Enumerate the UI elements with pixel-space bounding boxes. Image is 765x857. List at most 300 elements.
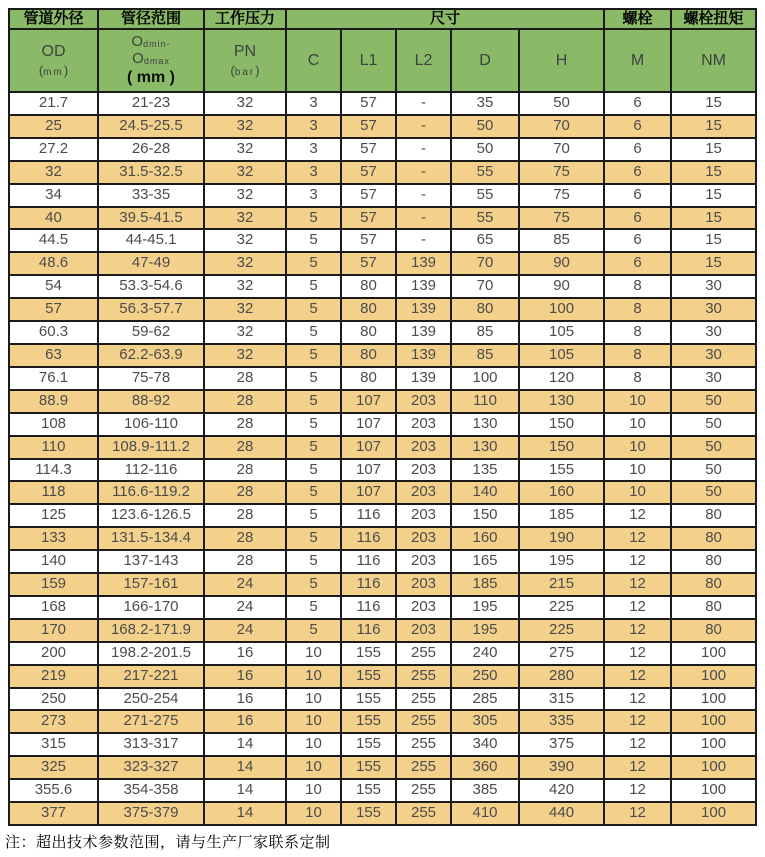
table-cell: 21-23: [98, 92, 204, 115]
table-cell: 50: [671, 481, 756, 504]
table-cell: 16: [204, 710, 286, 733]
table-cell: 139: [396, 321, 451, 344]
header-bolt-torque: 螺栓扭矩: [671, 9, 756, 29]
table-cell: 10: [604, 390, 671, 413]
table-cell: 155: [341, 642, 396, 665]
table-cell: 32: [204, 229, 286, 252]
range-min: $O_{dmin-}$: [131, 33, 171, 50]
table-cell: 5: [286, 344, 341, 367]
table-cell: 385: [451, 779, 519, 802]
table-cell: 410: [451, 802, 519, 825]
table-cell: 15: [671, 184, 756, 207]
table-row: [9, 596, 756, 619]
table-cell: -: [396, 207, 451, 230]
table-row: [9, 115, 756, 138]
table-row: [9, 229, 756, 252]
table-cell: 5: [286, 459, 341, 482]
table-cell: 185: [519, 504, 604, 527]
subheader-pn: [204, 29, 286, 92]
table-cell: 166-170: [98, 596, 204, 619]
table-cell: 217-221: [98, 665, 204, 688]
table-cell: 80: [671, 596, 756, 619]
table-cell: 5: [286, 275, 341, 298]
table-cell: 15: [671, 161, 756, 184]
table-cell: 8: [604, 344, 671, 367]
table-cell: 3: [286, 161, 341, 184]
table-cell: 280: [519, 665, 604, 688]
table-cell: 255: [396, 756, 451, 779]
table-cell: 12: [604, 550, 671, 573]
table-cell: 10: [286, 756, 341, 779]
table-cell: 50: [671, 413, 756, 436]
table-header: [9, 9, 756, 92]
table-cell: 30: [671, 275, 756, 298]
table-cell: 57: [341, 207, 396, 230]
pn-symbol: PN: [233, 43, 257, 60]
table-cell: 5: [286, 229, 341, 252]
table-cell: 50: [671, 459, 756, 482]
table-cell: 271-275: [98, 710, 204, 733]
table-cell: 165: [451, 550, 519, 573]
table-cell: 130: [451, 413, 519, 436]
table-cell: 35: [451, 92, 519, 115]
table-cell: -: [396, 92, 451, 115]
table-cell: 80: [341, 367, 396, 390]
table-cell: 5: [286, 619, 341, 642]
header-working-pressure: 工作压力: [204, 9, 286, 29]
table-cell: 5: [286, 252, 341, 275]
table-row: [9, 481, 756, 504]
table-cell: 32: [204, 252, 286, 275]
table-cell: 112-116: [98, 459, 204, 482]
table-cell: 80: [671, 504, 756, 527]
table-cell: 6: [604, 161, 671, 184]
table-cell: 16: [204, 688, 286, 711]
table-cell: 107: [341, 436, 396, 459]
table-cell: 31.5-32.5: [98, 161, 204, 184]
table-cell: 159: [9, 573, 98, 596]
table-cell: 116: [341, 573, 396, 596]
table-cell: 34: [9, 184, 98, 207]
table-row: [9, 275, 756, 298]
table-cell: 54: [9, 275, 98, 298]
subheader-m: M: [604, 29, 671, 92]
table-cell: 28: [204, 504, 286, 527]
table-row: [9, 413, 756, 436]
table-cell: 305: [451, 710, 519, 733]
table-row: [9, 459, 756, 482]
table-cell: 440: [519, 802, 604, 825]
table-cell: 255: [396, 688, 451, 711]
table-cell: 75-78: [98, 367, 204, 390]
header-dimensions: 尺寸: [286, 9, 604, 29]
table-cell: 28: [204, 436, 286, 459]
table-cell: 6: [604, 252, 671, 275]
table-row: [9, 138, 756, 161]
table-cell: 30: [671, 298, 756, 321]
table-cell: 215: [519, 573, 604, 596]
table-cell: 10: [286, 710, 341, 733]
table-cell: 100: [451, 367, 519, 390]
table-cell: 24: [204, 596, 286, 619]
table-cell: -: [396, 161, 451, 184]
table-row: [9, 710, 756, 733]
table-cell: 32: [204, 161, 286, 184]
table-cell: 33-35: [98, 184, 204, 207]
table-cell: 116: [341, 527, 396, 550]
subheader-od: [9, 29, 98, 92]
table-cell: 75: [519, 184, 604, 207]
table-cell: 240: [451, 642, 519, 665]
table-cell: 155: [341, 779, 396, 802]
table-cell: 39.5-41.5: [98, 207, 204, 230]
table-cell: 137-143: [98, 550, 204, 573]
header-group-row: [9, 9, 756, 29]
table-cell: 12: [604, 642, 671, 665]
table-cell: 114.3: [9, 459, 98, 482]
table-cell: 139: [396, 298, 451, 321]
table-cell: 185: [451, 573, 519, 596]
table-cell: 155: [341, 688, 396, 711]
table-cell: 50: [671, 436, 756, 459]
table-cell: 48.6: [9, 252, 98, 275]
table-row: [9, 619, 756, 642]
table-cell: 57: [341, 138, 396, 161]
table-cell: 8: [604, 321, 671, 344]
table-row: [9, 642, 756, 665]
table-row: [9, 665, 756, 688]
table-cell: 105: [519, 344, 604, 367]
table-cell: 28: [204, 527, 286, 550]
table-cell: 315: [9, 733, 98, 756]
table-cell: 10: [286, 642, 341, 665]
table-cell: 139: [396, 344, 451, 367]
table-cell: 100: [671, 642, 756, 665]
table-cell: 203: [396, 619, 451, 642]
table-row: [9, 688, 756, 711]
table-row: [9, 756, 756, 779]
table-row: [9, 92, 756, 115]
table-cell: 75: [519, 161, 604, 184]
table-cell: -: [396, 138, 451, 161]
table-cell: 420: [519, 779, 604, 802]
table-cell: 3: [286, 92, 341, 115]
table-cell: 57: [341, 92, 396, 115]
table-cell: 12: [604, 688, 671, 711]
table-cell: 198.2-201.5: [98, 642, 204, 665]
range-unit: ( mm ): [127, 69, 175, 86]
range-max: $O_{dmax}$: [132, 50, 170, 67]
table-cell: 80: [341, 344, 396, 367]
table-cell: 60.3: [9, 321, 98, 344]
table-cell: 100: [671, 733, 756, 756]
table-cell: 32: [204, 184, 286, 207]
table-row: [9, 298, 756, 321]
table-row: [9, 207, 756, 230]
table-cell: 6: [604, 92, 671, 115]
table-cell: 120: [519, 367, 604, 390]
table-cell: 116: [341, 550, 396, 573]
table-cell: 10: [604, 413, 671, 436]
table-cell: 203: [396, 550, 451, 573]
table-cell: 6: [604, 207, 671, 230]
table-cell: 88.9: [9, 390, 98, 413]
table-row: [9, 321, 756, 344]
table-cell: 15: [671, 115, 756, 138]
table-cell: 100: [671, 756, 756, 779]
pipe-spec-table: [8, 8, 757, 826]
table-cell: 200: [9, 642, 98, 665]
table-cell: 160: [519, 481, 604, 504]
header-bolt: 螺栓: [604, 9, 671, 29]
table-cell: 5: [286, 367, 341, 390]
table-cell: 5: [286, 413, 341, 436]
table-cell: 57: [341, 252, 396, 275]
table-cell: 157-161: [98, 573, 204, 596]
table-cell: 390: [519, 756, 604, 779]
table-cell: 14: [204, 802, 286, 825]
table-cell: 130: [519, 390, 604, 413]
table-cell: 32: [204, 207, 286, 230]
table-cell: 155: [341, 733, 396, 756]
table-cell: 116: [341, 596, 396, 619]
table-row: [9, 573, 756, 596]
table-cell: 47-49: [98, 252, 204, 275]
table-cell: 12: [604, 596, 671, 619]
table-cell: 5: [286, 481, 341, 504]
table-cell: 80: [341, 275, 396, 298]
table-cell: 32: [204, 344, 286, 367]
table-cell: 155: [341, 710, 396, 733]
table-cell: 135: [451, 459, 519, 482]
table-row: [9, 367, 756, 390]
table-cell: 80: [671, 527, 756, 550]
table-cell: 12: [604, 733, 671, 756]
header-symbol-row: [9, 29, 756, 92]
table-cell: 100: [671, 665, 756, 688]
table-cell: 108.9-111.2: [98, 436, 204, 459]
table-cell: 355.6: [9, 779, 98, 802]
table-cell: 107: [341, 459, 396, 482]
table-cell: 377: [9, 802, 98, 825]
table-cell: 140: [9, 550, 98, 573]
table-cell: 12: [604, 779, 671, 802]
table-cell: 25: [9, 115, 98, 138]
table-cell: 255: [396, 710, 451, 733]
table-cell: 110: [9, 436, 98, 459]
table-cell: 335: [519, 710, 604, 733]
table-cell: 168.2-171.9: [98, 619, 204, 642]
table-cell: 53.3-54.6: [98, 275, 204, 298]
table-cell: 50: [671, 390, 756, 413]
table-cell: 5: [286, 504, 341, 527]
table-cell: 203: [396, 459, 451, 482]
footnote: 注：超出技术参数范围，请与生产厂家联系定制: [5, 835, 331, 851]
table-cell: 140: [451, 481, 519, 504]
table-cell: 32: [204, 321, 286, 344]
table-cell: 32: [204, 92, 286, 115]
table-row: [9, 436, 756, 459]
table-cell: 85: [519, 229, 604, 252]
table-cell: 203: [396, 527, 451, 550]
table-cell: 55: [451, 161, 519, 184]
table-cell: 12: [604, 665, 671, 688]
table-cell: 28: [204, 413, 286, 436]
table-cell: 375: [519, 733, 604, 756]
table-cell: 3: [286, 115, 341, 138]
table-row: [9, 550, 756, 573]
table-cell: 15: [671, 252, 756, 275]
table-cell: 15: [671, 92, 756, 115]
table-cell: 8: [604, 275, 671, 298]
table-row: [9, 802, 756, 825]
table-cell: 325: [9, 756, 98, 779]
table-cell: 56.3-57.7: [98, 298, 204, 321]
table-cell: 125: [9, 504, 98, 527]
subheader-nm: NM: [671, 29, 756, 92]
header-pipe-od: 管道外径: [9, 9, 98, 29]
subheader-range: [98, 29, 204, 92]
table-cell: 32: [204, 138, 286, 161]
table-cell: 10: [286, 688, 341, 711]
table-cell: 5: [286, 596, 341, 619]
table-cell: 255: [396, 733, 451, 756]
table-cell: 32: [204, 298, 286, 321]
table-row: [9, 779, 756, 802]
table-cell: 28: [204, 367, 286, 390]
table-cell: 32: [9, 161, 98, 184]
table-cell: 116.6-119.2: [98, 481, 204, 504]
table-cell: 285: [451, 688, 519, 711]
table-cell: 80: [341, 298, 396, 321]
table-cell: 55: [451, 184, 519, 207]
table-row: [9, 252, 756, 275]
table-cell: 12: [604, 802, 671, 825]
table-cell: 5: [286, 436, 341, 459]
table-cell: 315: [519, 688, 604, 711]
table-cell: 80: [451, 298, 519, 321]
table-cell: 160: [451, 527, 519, 550]
table-cell: 12: [604, 573, 671, 596]
table-cell: 150: [519, 436, 604, 459]
table-cell: 5: [286, 573, 341, 596]
table-cell: 110: [451, 390, 519, 413]
table-cell: 131.5-134.4: [98, 527, 204, 550]
table-cell: 12: [604, 504, 671, 527]
table-cell: 14: [204, 733, 286, 756]
subheader-h: H: [519, 29, 604, 92]
table-cell: 12: [604, 710, 671, 733]
table-cell: 12: [604, 756, 671, 779]
table-cell: 10: [604, 436, 671, 459]
subheader-l2: L2: [396, 29, 451, 92]
table-cell: 28: [204, 481, 286, 504]
table-cell: 90: [519, 275, 604, 298]
table-cell: 57: [341, 115, 396, 138]
table-cell: 16: [204, 642, 286, 665]
table-cell: 76.1: [9, 367, 98, 390]
table-cell: 170: [9, 619, 98, 642]
table-cell: 139: [396, 367, 451, 390]
table-cell: 44-45.1: [98, 229, 204, 252]
table-cell: 50: [451, 115, 519, 138]
table-cell: 8: [604, 367, 671, 390]
table-cell: 32: [204, 275, 286, 298]
table-row: [9, 390, 756, 413]
table-cell: 108: [9, 413, 98, 436]
table-cell: 168: [9, 596, 98, 619]
table-cell: 10: [604, 481, 671, 504]
table-cell: 340: [451, 733, 519, 756]
table-cell: 100: [519, 298, 604, 321]
table-row: [9, 161, 756, 184]
table-cell: 15: [671, 207, 756, 230]
table-cell: 6: [604, 138, 671, 161]
table-cell: 57: [9, 298, 98, 321]
table-row: [9, 504, 756, 527]
table-cell: 8: [604, 298, 671, 321]
table-body: [9, 92, 756, 825]
table-cell: 44.5: [9, 229, 98, 252]
table-cell: 100: [671, 688, 756, 711]
table-cell: 24.5-25.5: [98, 115, 204, 138]
table-cell: 88-92: [98, 390, 204, 413]
table-cell: 107: [341, 413, 396, 436]
pn-unit: (bar): [230, 63, 260, 78]
table-cell: 5: [286, 390, 341, 413]
table-cell: 24: [204, 573, 286, 596]
table-cell: 70: [519, 138, 604, 161]
table-cell: 50: [519, 92, 604, 115]
table-cell: 6: [604, 184, 671, 207]
table-cell: 80: [341, 321, 396, 344]
table-row: [9, 527, 756, 550]
table-cell: 3: [286, 184, 341, 207]
table-cell: 123.6-126.5: [98, 504, 204, 527]
od-unit: (mm): [38, 63, 69, 78]
table-cell: 116: [341, 619, 396, 642]
table-cell: 14: [204, 779, 286, 802]
table-cell: 203: [396, 436, 451, 459]
table-row: [9, 344, 756, 367]
table-cell: 100: [671, 779, 756, 802]
table-cell: 203: [396, 573, 451, 596]
table-cell: 85: [451, 321, 519, 344]
table-cell: 3: [286, 138, 341, 161]
table-cell: 195: [519, 550, 604, 573]
table-cell: 85: [451, 344, 519, 367]
table-cell: 107: [341, 390, 396, 413]
table-cell: 10: [286, 779, 341, 802]
table-cell: 255: [396, 665, 451, 688]
table-cell: 14: [204, 756, 286, 779]
table-cell: 15: [671, 138, 756, 161]
table-cell: 30: [671, 367, 756, 390]
table-cell: 10: [286, 665, 341, 688]
table-cell: 360: [451, 756, 519, 779]
table-row: [9, 733, 756, 756]
table-cell: 28: [204, 390, 286, 413]
table-cell: 80: [671, 619, 756, 642]
table-cell: 12: [604, 619, 671, 642]
table-cell: 15: [671, 229, 756, 252]
table-cell: 55: [451, 207, 519, 230]
table-cell: 5: [286, 550, 341, 573]
table-cell: 57: [341, 161, 396, 184]
table-cell: 225: [519, 619, 604, 642]
table-cell: -: [396, 115, 451, 138]
table-cell: 130: [451, 436, 519, 459]
